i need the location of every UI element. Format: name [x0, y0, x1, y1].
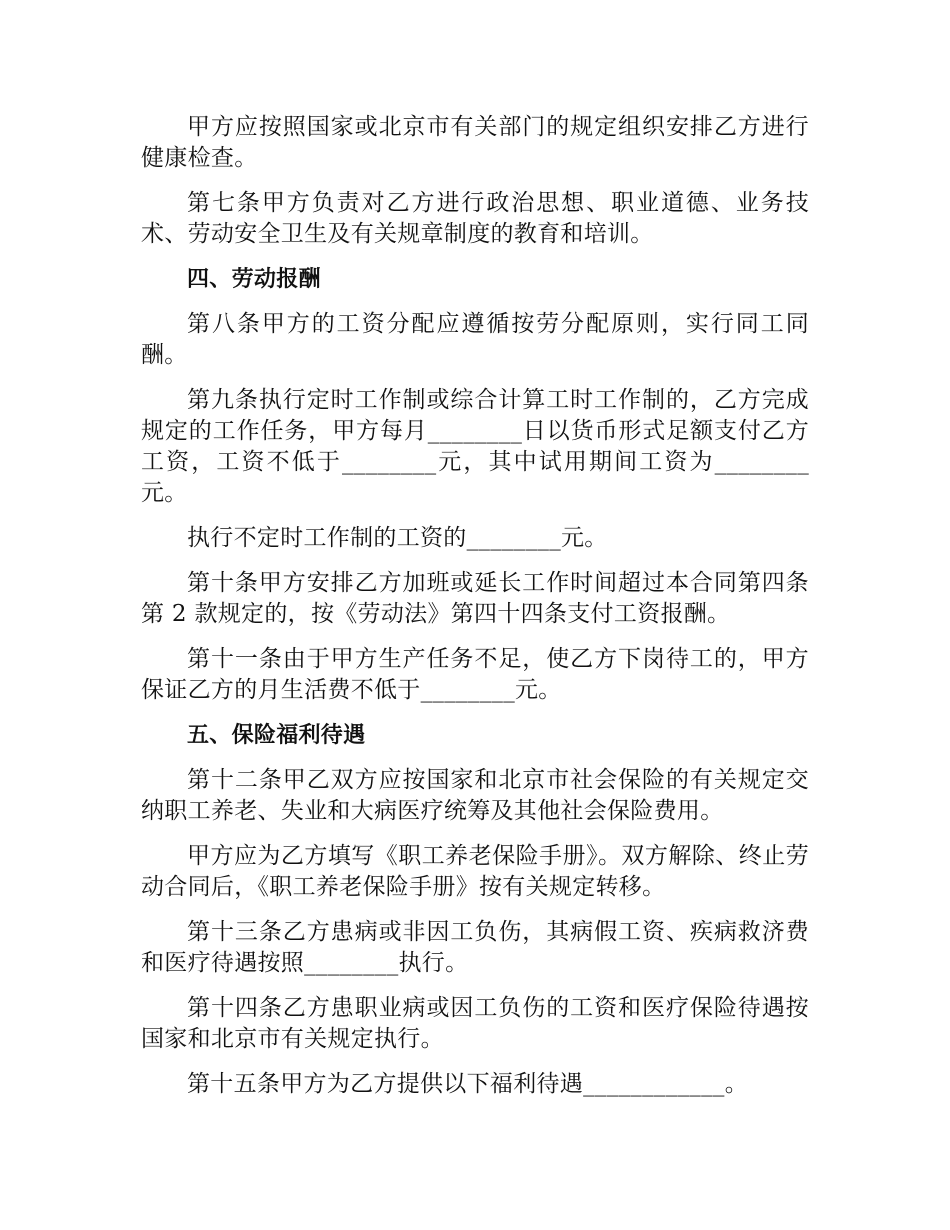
paragraph-article-8: 第八条甲方的工资分配应遵循按劳分配原则，实行同工同酬。 [141, 311, 809, 368]
paragraph-health-check: 甲方应按照国家或北京市有关部门的规定组织安排乙方进行健康检查。 [141, 114, 809, 171]
section-heading-insurance-welfare: 五、保险福利待遇 [187, 723, 366, 748]
paragraph-article-10: 第十条甲方安排乙方加班或延长工作时间超过本合同第四条第 2 款规定的，按《劳动法》第四十四条支付工资报酬。 [141, 570, 809, 627]
paragraph-article-11: 第十一条由于甲方生产任务不足，使乙方下岗待工的，甲方保证乙方的月生活费不低于________元。 [141, 646, 809, 703]
paragraph-article-12: 第十二条甲乙双方应按国家和北京市社会保险的有关规定交纳职工养老、失业和大病医疗统筹及其他社会保险费用。 [141, 767, 809, 824]
paragraph-article-14: 第十四条乙方患职业病或因工负伤的工资和医疗保险待遇按国家和北京市有关规定执行。 [141, 995, 809, 1052]
paragraph-irregular-hours-wage: 执行不定时工作制的工资的________元。 [187, 525, 608, 551]
paragraph-article-9: 第九条执行定时工作制或综合计算工时工作制的，乙方完成规定的工作任务，甲方每月________日以货币形式足额支付乙方工资，工资不低于________元，其中试用期间工资为________元。 [141, 387, 809, 506]
paragraph-article-15: 第十五条甲方为乙方提供以下福利待遇____________。 [187, 1071, 748, 1097]
paragraph-article-7: 第七条甲方负责对乙方进行政治思想、职业道德、业务技术、劳动安全卫生及有关规章制度的教育和培训。 [141, 190, 809, 247]
paragraph-article-13: 第十三条乙方患病或非因工负伤，其病假工资、疾病救济费和医疗待遇按照________执行。 [141, 919, 809, 976]
section-heading-labor-remuneration: 四、劳动报酬 [187, 267, 321, 292]
document-body [141, 112, 809, 1114]
paragraph-pension-handbook: 甲方应为乙方填写《职工养老保险手册》。双方解除、终止劳动合同后，《职工养老保险手册》按有关规定转移。 [141, 843, 809, 900]
